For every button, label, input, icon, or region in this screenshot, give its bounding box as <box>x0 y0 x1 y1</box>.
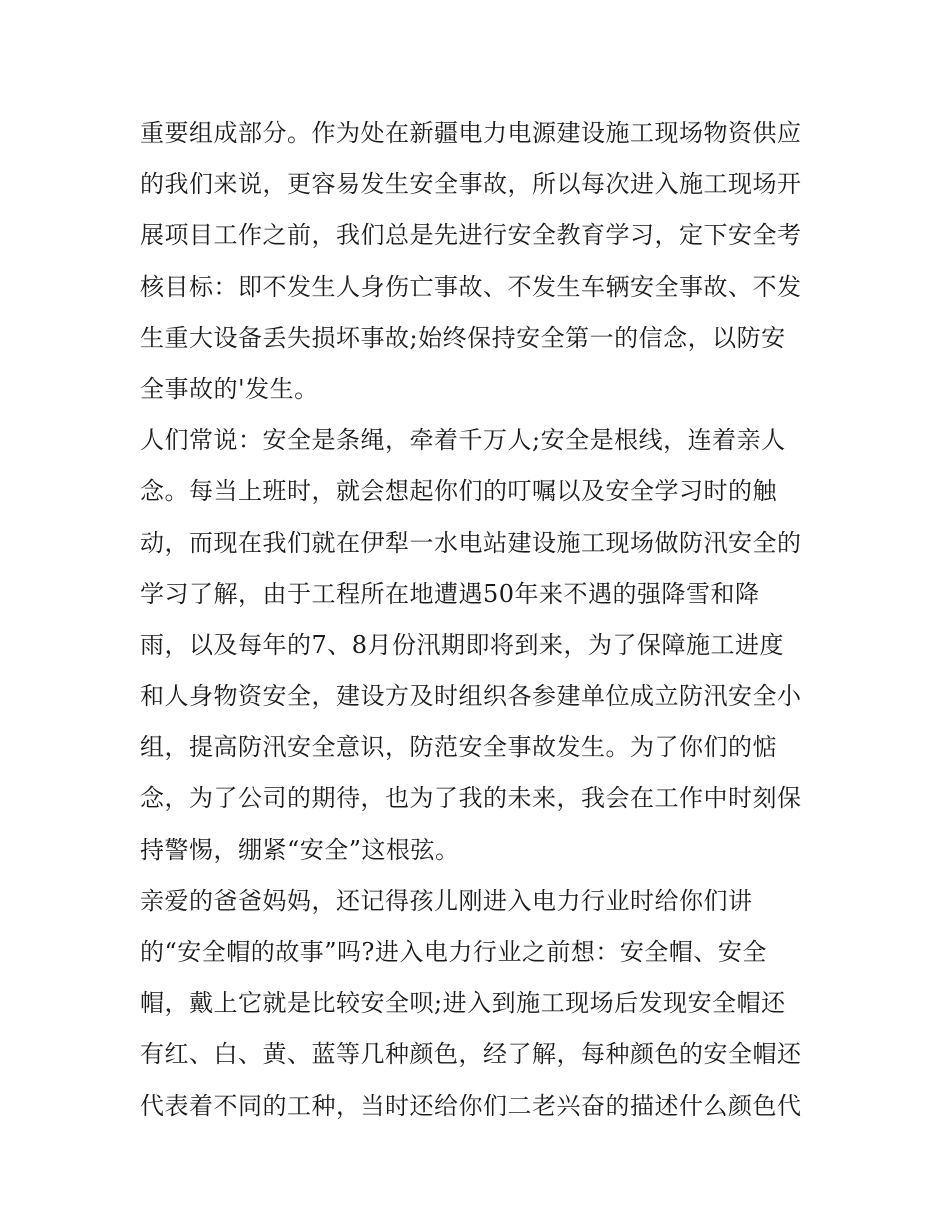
text-line: 代表着不同的工种，当时还给你们二老兴奋的描述什么颜色代 <box>140 1091 802 1120</box>
paragraph-1 <box>140 108 820 415</box>
text-line: 有红、白、黄、蓝等几种颜色，经了解，每种颜色的安全帽还 <box>140 1040 802 1069</box>
text-line: 持警惕，绷紧“安全”这根弦。 <box>140 835 460 864</box>
text-line: 展项目工作之前，我们总是先进行安全教育学习，定下安全考 <box>140 221 802 250</box>
text-line: 核目标：即不发生人身伤亡事故、不发生车辆安全事故、不发 <box>140 272 802 301</box>
text-line: 帽，戴上它就是比较安全呗;进入到施工现场后发现安全帽还 <box>140 989 786 1018</box>
document-body <box>140 108 820 1132</box>
text-line: 动，而现在我们就在伊犁一水电站建设施工现场做防汛安全的 <box>140 528 802 557</box>
text-line: 人们常说：安全是条绳，牵着千万人;安全是根线，连着亲人 <box>140 426 786 455</box>
text-line: 的“安全帽的故事”吗?进入电力行业之前想：安全帽、安全 <box>140 938 767 966</box>
text-line: 亲爱的爸爸妈妈，还记得孩儿刚进入电力行业时给你们讲 <box>140 886 753 915</box>
text-line: 念，为了公司的期待，也为了我的未来，我会在工作中时刻保 <box>140 784 802 813</box>
paragraph-3 <box>140 876 820 1132</box>
text-line: 的我们来说，更容易发生安全事故，所以每次进入施工现场开 <box>140 170 802 199</box>
text-line: 组，提高防汛安全意识，防范安全事故发生。为了你们的惦 <box>140 733 777 762</box>
text-line: 和人身物资安全，建设方及时组织各参建单位成立防汛安全小 <box>140 682 802 711</box>
text-line: 全事故的'发生。 <box>140 374 319 403</box>
text-line: 雨，以及每年的7、8月份汛期即将到来，为了保障施工进度 <box>140 630 785 659</box>
text-line: 学习了解，由于工程所在地遭遇50年来不遇的强降雪和降 <box>140 579 760 608</box>
text-line: 重要组成部分。作为处在新疆电力电源建设施工现场物资供应 <box>140 119 802 147</box>
text-line: 生重大设备丢失损坏事故;始终保持安全第一的信念，以防安 <box>140 323 786 352</box>
paragraph-2 <box>140 415 820 876</box>
text-line: 念。每当上班时，就会想起你们的叮嘱以及安全学习时的触 <box>140 477 777 506</box>
